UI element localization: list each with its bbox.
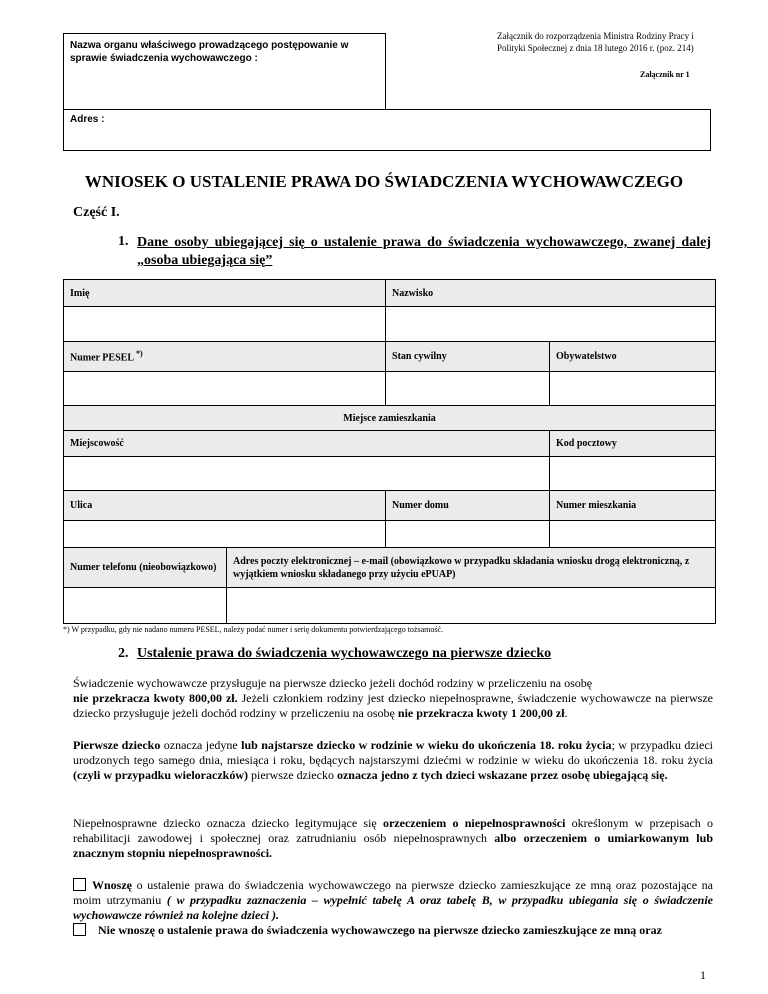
attachment-number: Załącznik nr 1	[640, 70, 690, 79]
paragraph-income-limit: Świadczenie wychowawcze przysługuje na pierwsze dziecko jeżeli dochód rodziny w przeliczeniu na osobę nie przekracza kwoty 800,00 zł. Jeżeli członkiem rodziny jest dziecko niepełnosprawne, świadczenie wychowawcze na pierwsze dziecko przysługuje jeżeli dochód rodziny w przeliczeniu na osobę nie przekracza kwoty 1 200,00 zł.	[73, 676, 713, 720]
section1-heading: Dane osoby ubiegającej się o ustalenie prawa do świadczenia wychowawczego, zwanej dalej „osoba ubiegająca się”	[137, 235, 711, 268]
page-number: 1	[700, 968, 706, 982]
address-box[interactable]	[63, 109, 711, 151]
citizenship-field[interactable]	[550, 372, 716, 406]
section2-number: 2.	[118, 646, 129, 661]
not-apply-checkbox[interactable]	[73, 923, 86, 936]
marital-status-label: Stan cywilny	[386, 342, 550, 372]
page-title: WNIOSEK O USTALENIE PRAWA DO ŚWIADCZENIA WYCHOWAWCZEGO	[84, 172, 684, 191]
postal-code-label: Kod pocztowy	[550, 431, 716, 457]
phone-field[interactable]	[64, 588, 227, 624]
email-label: Adres poczty elektronicznej – e-mail (obowiązkowo w przypadku składania wniosku drogą elektroniczną, z wyjątkiem wniosku składanego przy użyciu ePUAP)	[227, 548, 716, 588]
organ-name-box[interactable]	[63, 33, 386, 110]
town-label: Miejscowość	[64, 431, 550, 457]
residence-label: Miejsce zamieszkania	[64, 406, 716, 431]
applicant-data-form	[63, 279, 716, 555]
email-field[interactable]	[227, 588, 716, 624]
apartment-number-label: Numer mieszkania	[550, 491, 716, 521]
street-label: Ulica	[64, 491, 386, 521]
paragraph-disabled-child: Niepełnosprawne dziecko oznacza dziecko legitymujące się orzeczeniem o niepełnosprawności określonym w przepisach o rehabilitacji zawodowej i społecznej oraz zatrudnianiu osób niepełnosprawnych albo orzeczeniem o umiarkowanym lub znacznym stopniu niepełnosprawności.	[73, 816, 714, 860]
section1-number: 1.	[118, 234, 129, 249]
first-name-label: Imię	[64, 280, 386, 307]
last-name-field[interactable]	[386, 307, 716, 342]
option-not-apply: Nie wnoszę o ustalenie prawa do świadczenia wychowawczego na pierwsze dziecko zamieszkujące ze mną oraz	[73, 923, 713, 938]
first-name-field[interactable]	[64, 307, 386, 342]
pesel-label: Numer PESEL *)	[64, 342, 386, 372]
pesel-footnote: *) W przypadku, gdy nie nadano numeru PESEL, należy podać numer i serię dokumentu potwierdzającego tożsamość.	[63, 625, 444, 634]
postal-code-field[interactable]	[550, 457, 716, 491]
section2-heading: Ustalenie prawa do świadczenia wychowawczego na pierwsze dziecko	[137, 646, 552, 661]
option-apply: Wnoszę o ustalenie prawa do świadczenia wychowawczego na pierwsze dziecko zamieszkujące ze mną oraz pozostające na moim utrzymaniu ( w przypadku zaznaczenia – wypełnić tabelę A oraz tabelę B, w przypadku ubiegania się o świadczenie wychowawcze również na kolejne dzieci ).	[73, 878, 713, 922]
town-field[interactable]	[64, 457, 550, 491]
last-name-label: Nazwisko	[386, 280, 716, 307]
organ-name-label: Nazwa organu właściwego prowadzącego postępowanie w sprawie świadczenia wychowawczego :	[70, 40, 349, 64]
marital-status-field[interactable]	[386, 372, 550, 406]
attachment-note: Załącznik do rozporządzenia Ministra Rodziny Pracy i Polityki Społecznej z dnia 18 lutego 2016 r. (poz. 214)	[497, 31, 694, 53]
pesel-field[interactable]	[64, 372, 386, 406]
phone-label: Numer telefonu (nieobowiązkowo)	[64, 548, 227, 588]
apply-checkbox[interactable]	[73, 878, 86, 891]
paragraph-first-child: Pierwsze dziecko oznacza jedyne lub najstarsze dziecko w rodzinie w wieku do ukończenia 18. roku życia; w przypadku dzieci urodzonych tego samego dnia, miesiąca i roku, będących najstarszymi dziećmi w rodzinie w wieku do ukończenia 18. roku życia (czyli w przypadku wieloraczków) pierwsze dziecko oznacza jedno z tych dzieci wskazane przez osobę ubiegającą się.	[73, 738, 714, 782]
address-label: Adres :	[70, 114, 105, 125]
pesel-footnote-mark: *)	[135, 349, 143, 359]
contact-table	[63, 547, 716, 624]
part-label: Część I.	[73, 205, 120, 220]
citizenship-label: Obywatelstwo	[550, 342, 716, 372]
house-number-label: Numer domu	[386, 491, 550, 521]
